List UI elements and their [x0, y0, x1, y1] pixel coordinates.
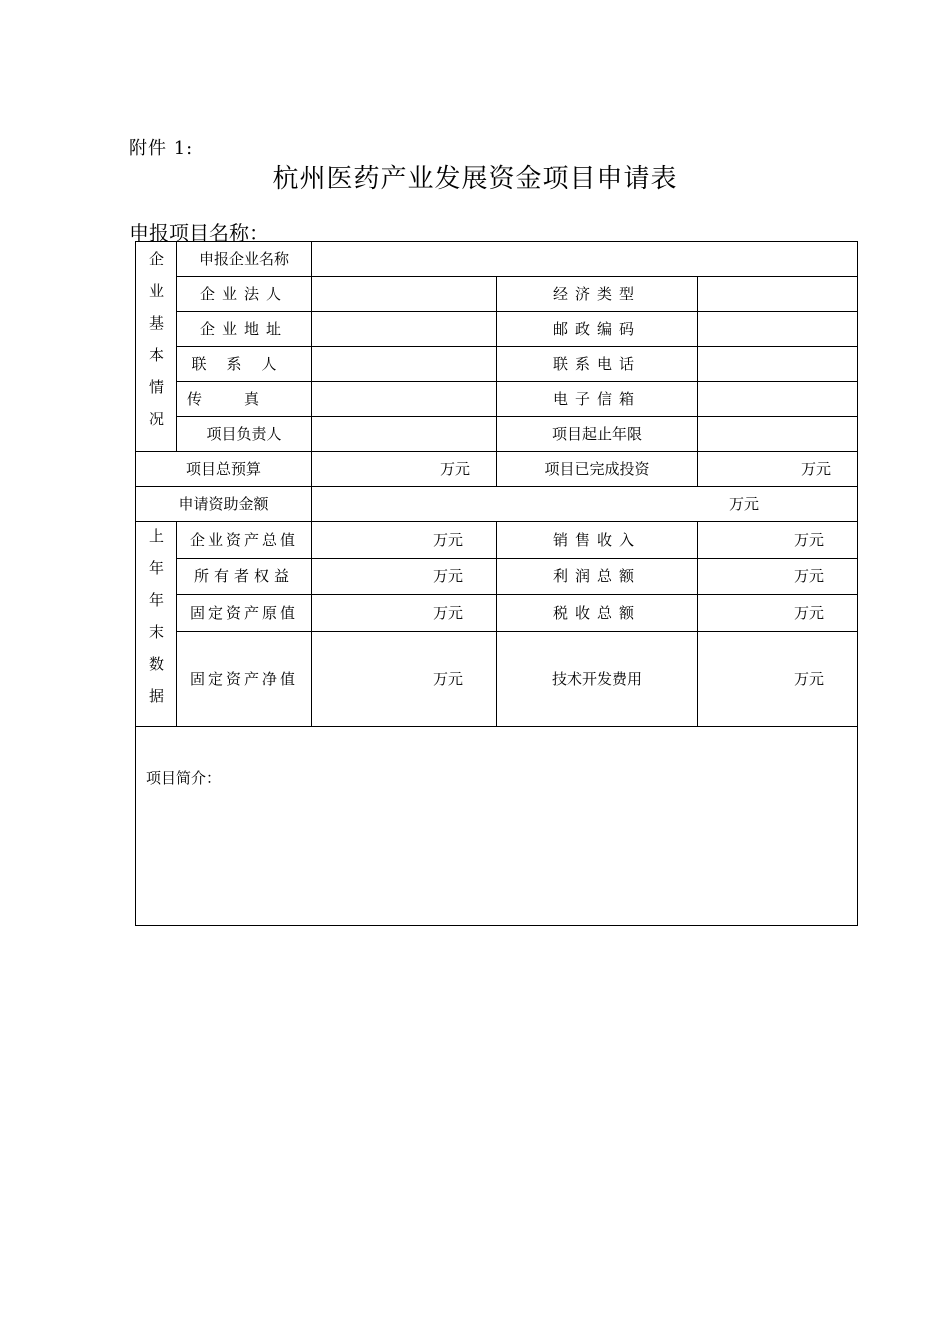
fixed-assets-net-label: 固定资产净值 — [177, 631, 312, 726]
total-budget-field[interactable] — [312, 452, 497, 487]
total-profit-label: 利润总额 — [497, 558, 698, 595]
application-form-table — [135, 241, 858, 926]
email-field[interactable] — [698, 382, 858, 417]
total-assets-field[interactable] — [312, 522, 497, 559]
phone-field[interactable] — [698, 347, 858, 382]
section-enterprise-basic — [136, 242, 177, 452]
total-assets-label: 企业资产总值 — [177, 522, 312, 559]
project-period-field[interactable] — [698, 417, 858, 452]
project-leader-field[interactable] — [312, 417, 497, 452]
total-profit-field[interactable] — [698, 558, 858, 595]
tech-dev-cost-field[interactable] — [698, 631, 858, 726]
total-budget-label: 项目总预算 — [136, 452, 312, 487]
contact-label: 联系人 — [177, 347, 312, 382]
fixed-assets-net-unit: 万元 — [432, 669, 463, 688]
postcode-field[interactable] — [698, 312, 858, 347]
company-name-label: 申报企业名称 — [177, 242, 312, 277]
tech-dev-cost-label: 技术开发费用 — [497, 631, 698, 726]
completed-investment-label: 项目已完成投资 — [497, 452, 698, 487]
total-tax-unit: 万元 — [794, 603, 825, 622]
completed-investment-unit: 万元 — [801, 460, 832, 478]
project-leader-label: 项目负责人 — [177, 417, 312, 452]
total-tax-label: 税收总额 — [497, 595, 698, 632]
fixed-assets-original-label: 固定资产原值 — [177, 595, 312, 632]
section-last-year-data-text: 上年年末数据 — [147, 528, 165, 720]
sales-income-field[interactable] — [698, 522, 858, 559]
address-field[interactable] — [312, 312, 497, 347]
email-label: 电子信箱 — [497, 382, 698, 417]
sales-income-label: 销售收入 — [497, 522, 698, 559]
sales-income-unit: 万元 — [794, 530, 825, 549]
phone-label: 联系电话 — [497, 347, 698, 382]
requested-funding-label: 申请资助金额 — [136, 487, 312, 522]
section-enterprise-basic-text: 企业基本情况 — [147, 250, 165, 443]
company-name-field[interactable] — [312, 242, 858, 277]
fixed-assets-net-field[interactable] — [312, 631, 497, 726]
requested-funding-field[interactable] — [312, 487, 858, 522]
fixed-assets-original-unit: 万元 — [432, 603, 463, 622]
postcode-label: 邮政编码 — [497, 312, 698, 347]
legal-person-field[interactable] — [312, 277, 497, 312]
legal-person-label: 企业法人 — [177, 277, 312, 312]
project-period-label: 项目起止年限 — [497, 417, 698, 452]
economy-type-label: 经济类型 — [497, 277, 698, 312]
attachment-label: 附件 1: — [129, 138, 194, 159]
total-assets-unit: 万元 — [432, 530, 463, 549]
total-budget-unit: 万元 — [439, 460, 470, 478]
owner-equity-label: 所有者权益 — [177, 558, 312, 595]
project-summary-label: 项目简介： — [146, 769, 222, 787]
owner-equity-field[interactable] — [312, 558, 497, 595]
fax-field[interactable] — [312, 382, 497, 417]
section-last-year-data — [136, 522, 177, 727]
total-profit-unit: 万元 — [794, 567, 825, 586]
address-label: 企业地址 — [177, 312, 312, 347]
completed-investment-field[interactable] — [698, 452, 858, 487]
economy-type-field[interactable] — [698, 277, 858, 312]
project-summary-field[interactable] — [136, 727, 858, 926]
requested-funding-unit: 万元 — [729, 495, 760, 513]
fixed-assets-original-field[interactable] — [312, 595, 497, 632]
project-name-label: 申报项目名称： — [129, 221, 269, 245]
owner-equity-unit: 万元 — [432, 567, 463, 586]
form-title: 杭州医药产业发展资金项目申请表 — [272, 164, 678, 194]
contact-field[interactable] — [312, 347, 497, 382]
fax-label: 传真 — [177, 382, 312, 417]
total-tax-field[interactable] — [698, 595, 858, 632]
tech-dev-cost-unit: 万元 — [794, 669, 825, 688]
